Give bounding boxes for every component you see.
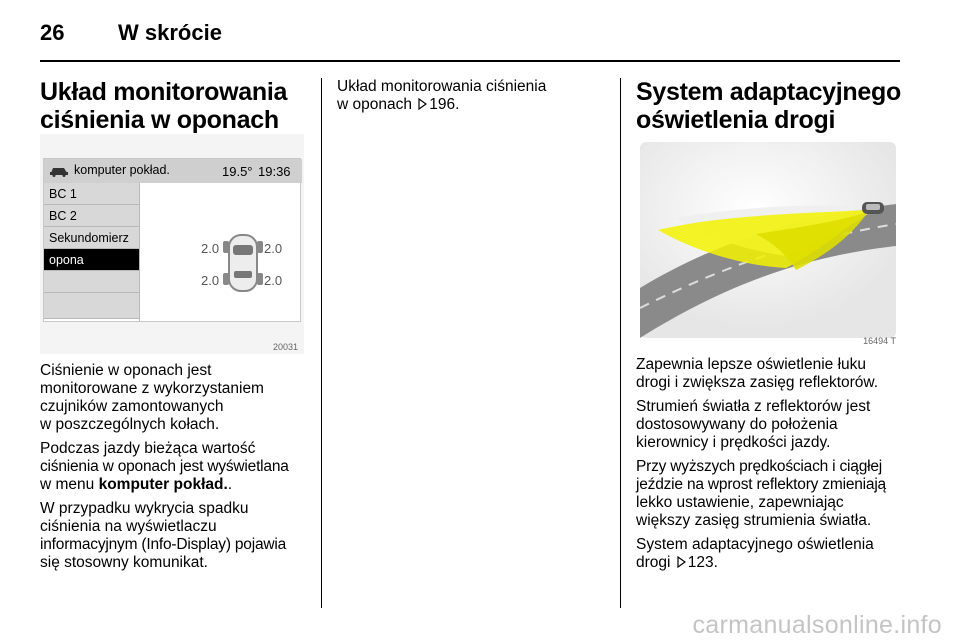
paragraph xyxy=(636,536,916,572)
adaptive-lighting-figure xyxy=(636,138,900,344)
watermark: carmanualsonline.info xyxy=(692,611,942,639)
paragraph xyxy=(40,440,312,494)
paragraph xyxy=(636,458,916,530)
page-header xyxy=(40,20,920,60)
tpms-heading xyxy=(40,78,310,134)
text-line xyxy=(337,96,607,114)
text-line: informacyjnym (Info-Display) pojawia xyxy=(40,536,287,553)
paragraph xyxy=(636,356,916,392)
text-line: W przypadku wykrycia spadku xyxy=(40,500,249,517)
text-line: Ciśnienie w oponach jest xyxy=(40,362,212,379)
tpms-reference xyxy=(337,78,607,114)
text-span: . xyxy=(227,476,233,493)
text-line: monitorowane z wykorzystaniem xyxy=(40,380,264,397)
text-line: kierownicy i prędkości jazdy. xyxy=(636,434,831,451)
car-icon xyxy=(49,165,69,177)
text-line: lekko ustawienie, zapewniając xyxy=(636,494,844,511)
info-display-screen xyxy=(43,158,301,322)
road-illustration xyxy=(636,138,900,344)
text-line: ciśnienia na wyświetlaczu xyxy=(40,518,217,535)
display-time: 19:36 xyxy=(258,164,291,179)
menu-item-bc1[interactable]: BC 1 xyxy=(44,183,139,205)
menu-item-empty xyxy=(44,293,139,319)
display-title: komputer pokład. xyxy=(74,163,170,177)
heading-line: ciśnienia w oponach xyxy=(40,106,279,134)
section-title: W skrócie xyxy=(118,20,222,45)
text-line: Podczas jazdy bieżąca wartość xyxy=(40,440,256,457)
triangle-arrow-icon xyxy=(418,98,427,110)
tire-pressure-front-left: 2.0 xyxy=(201,241,220,256)
text-span: drogi xyxy=(636,554,675,571)
heading-line: oświetlenia drogi xyxy=(636,106,836,134)
text-line xyxy=(40,476,312,494)
triangle-arrow-icon xyxy=(677,556,686,568)
afl-body xyxy=(636,356,916,578)
tpms-section xyxy=(40,78,310,134)
display-temperature: 19.5° xyxy=(222,164,253,179)
car-top-view-icon xyxy=(223,231,263,295)
page-number: 26 xyxy=(40,20,65,45)
paragraph xyxy=(40,500,312,572)
afl-heading xyxy=(636,78,908,134)
paragraph xyxy=(636,398,916,452)
text-line: dostosowywany do położenia xyxy=(636,416,838,433)
text-line: Strumień światła z reflektorów jest xyxy=(636,398,871,415)
tire-pressure-front-right: 2.0 xyxy=(264,241,283,256)
text-line: Zapewnia lepsze oświetlenie łuku xyxy=(636,356,867,373)
text-line: jeździe na wprost reflektory zmieniają xyxy=(636,476,886,493)
display-title-bar xyxy=(44,159,302,183)
text-line: większy zasięg strumienia światła. xyxy=(636,512,872,529)
page-reference[interactable]: 196. xyxy=(429,96,460,113)
menu-right-divider xyxy=(139,183,140,321)
afl-section xyxy=(636,78,908,134)
tire-pressure-rear-right: 2.0 xyxy=(264,273,283,288)
tire-pressure-rear-left: 2.0 xyxy=(201,273,220,288)
menu-reference: komputer pokład. xyxy=(98,476,228,493)
column-divider-right xyxy=(620,78,621,608)
text-line: się stosowny komunikat. xyxy=(40,554,208,571)
paragraph xyxy=(40,362,312,434)
text-span: w oponach xyxy=(337,96,417,113)
text-line: System adaptacyjnego oświetlenia xyxy=(636,536,874,553)
column-divider-left xyxy=(321,78,322,608)
text-line: Przy wyższych prędkościach i ciągłej xyxy=(636,458,883,475)
header-rule xyxy=(40,60,900,62)
page-reference[interactable]: 123. xyxy=(687,554,718,571)
heading-line: System adaptacyjnego xyxy=(636,78,901,106)
menu-item-empty xyxy=(44,271,139,293)
text-line: czujników zamontowanych xyxy=(40,398,224,415)
tpms-body xyxy=(40,362,312,578)
text-line: ciśnienia w oponach jest wyświetlana xyxy=(40,458,289,475)
text-line: Układ monitorowania ciśnienia xyxy=(337,78,547,95)
heading-line: Układ monitorowania xyxy=(40,78,288,106)
text-line: drogi i zwiększa zasięg reflektorów. xyxy=(636,374,879,391)
figure-number: 20031 xyxy=(272,342,298,352)
tpms-display-figure xyxy=(40,134,304,354)
text-line xyxy=(636,554,916,572)
figure-number: 16494 T xyxy=(863,336,896,346)
menu-item-bc2[interactable]: BC 2 xyxy=(44,205,139,227)
menu-item-tire[interactable]: opona xyxy=(44,249,139,271)
text-line: w poszczególnych kołach. xyxy=(40,416,220,433)
menu-item-stopwatch[interactable]: Sekundomierz xyxy=(44,227,139,249)
text-span: w menu xyxy=(40,476,99,493)
